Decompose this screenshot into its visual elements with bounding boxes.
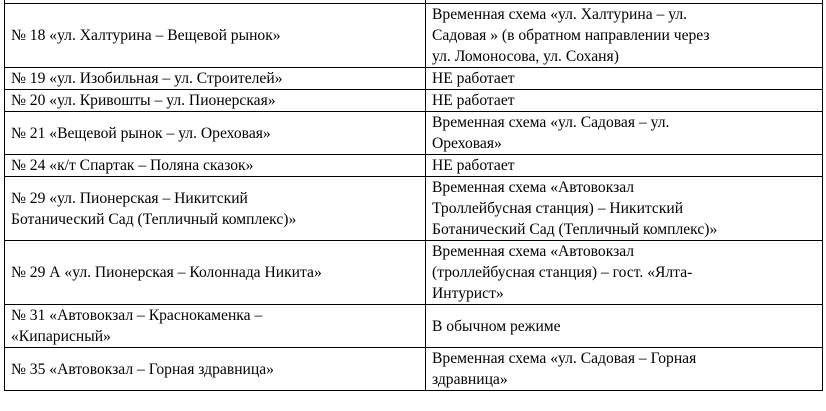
route-line: № 19 «ул. Изобильная – ул. Строителей» [11,70,283,87]
status-cell [426,348,823,391]
status-line: Садовая » (в обратном направлении через [432,27,710,44]
table-row [5,112,823,155]
table-row [5,4,823,68]
route-cell [5,348,426,391]
route-line: № 20 «ул. Кривошты – ул. Пионерская» [11,92,276,109]
route-line: Ботанический Сад (Тепличный комплекс)» [11,210,297,228]
status-cell [426,241,823,305]
status-line: ул. Ломоносова, ул. Соханя) [432,48,619,65]
status-line: здравница» [432,371,508,388]
route-line: № 21 «Вещевой рынок – ул. Ореховая» [11,124,271,142]
table-row [5,177,823,241]
status-cell [426,155,823,177]
route-cell [5,68,426,90]
status-line: Ореховая» [432,135,502,152]
status-cell [426,305,823,348]
status-line: Временная схема «ул. Садовая – ул. [432,114,670,131]
route-cell [5,241,426,305]
route-line: № 35 «Автовокзал – Горная здравница» [11,360,274,378]
table-row [5,305,823,348]
status-line: В обычном режиме [432,317,561,335]
status-line: Временная схема «ул. Халтурина – ул. [432,6,688,23]
status-line: НЕ работает [432,157,515,174]
status-line: НЕ работает [432,92,515,109]
status-line: НЕ работает [432,70,515,87]
table-row [5,348,823,391]
route-cell [5,305,426,348]
route-line: «Кипарисный» [11,328,111,345]
status-line: Ботанический Сад (Тепличный комплекс)» [432,221,718,238]
table-row [5,90,823,112]
route-line: № 29 А «ул. Пионерская – Колоннада Никита» [11,264,322,281]
status-cell [426,68,823,90]
route-line: № 31 «Автовокзал – Краснокаменка – [11,307,263,324]
route-cell [5,155,426,177]
route-cell [5,177,426,241]
status-line: Интурист» [432,285,504,302]
table-row [5,241,823,305]
table-row [5,155,823,177]
route-line: № 18 «ул. Халтурина – Вещевой рынок» [11,27,281,44]
status-line: Временная схема «Автовокзал [432,243,635,260]
status-cell [426,90,823,112]
status-line: Троллейбусная станция) – Никитский [432,200,684,217]
route-cell [5,90,426,112]
status-cell [426,177,823,241]
route-line: № 29 «ул. Пионерская – Никитский [11,189,248,207]
route-cell [5,112,426,155]
bus-routes-table [4,0,823,391]
route-cell [5,4,426,68]
route-line: № 24 «к/т Спартак – Поляна сказок» [11,157,254,174]
status-line: (троллейбусная станция) – гост. «Ялта- [432,264,693,281]
status-line: Временная схема «ул. Садовая – Горная [432,350,697,367]
table-row [5,68,823,90]
status-line: Временная схема «Автовокзал [432,179,635,196]
status-cell [426,112,823,155]
status-cell [426,4,823,68]
